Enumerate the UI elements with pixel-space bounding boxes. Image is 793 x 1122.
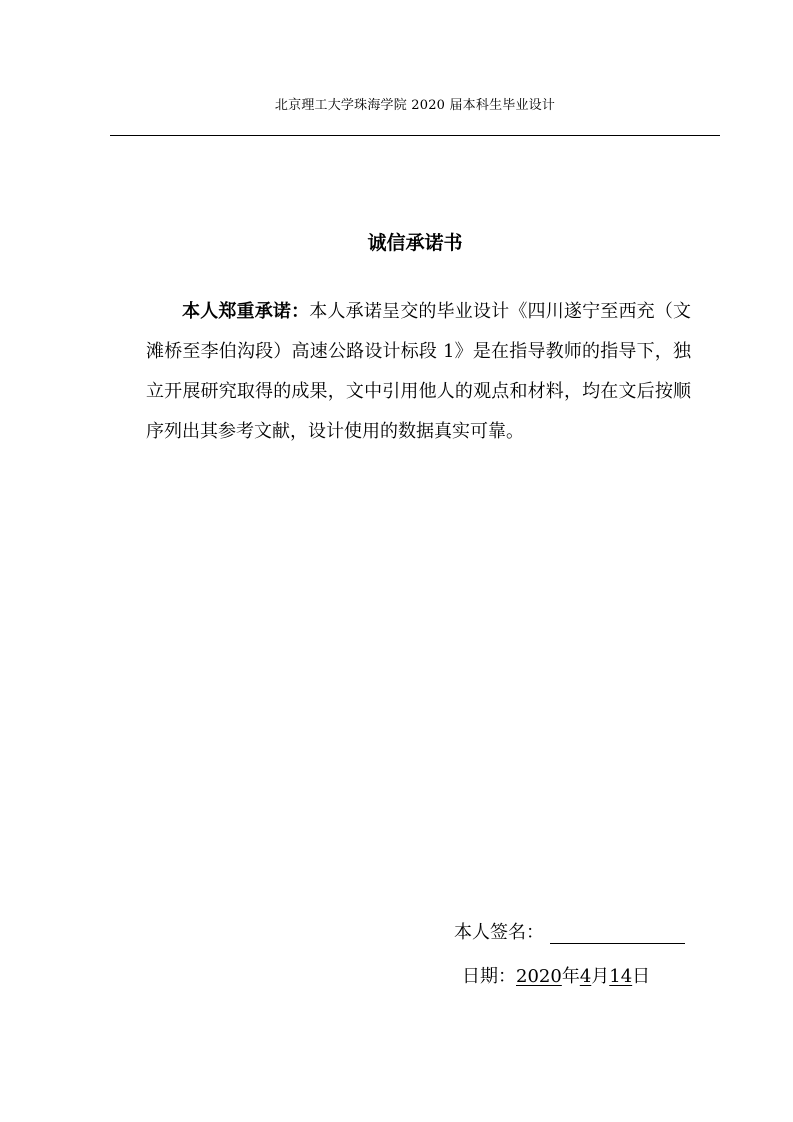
date-month-unit: 月 [591, 966, 610, 987]
page-header: 北京理工大学珠海学院 2020 届本科生毕业设计 [274, 98, 556, 113]
date-row [462, 962, 650, 988]
date-year-unit: 年 [561, 966, 580, 987]
date-day-unit: 日 [632, 966, 651, 987]
document-title: 诚信承诺书 [367, 232, 463, 254]
signature-row [454, 918, 685, 944]
signature-line [550, 921, 685, 944]
date-year: 2020 [516, 966, 562, 987]
header-divider [110, 135, 720, 136]
signature-label: 本人签名： [454, 922, 544, 943]
date-day: 14 [609, 966, 633, 987]
pledge-paragraph [146, 292, 691, 452]
pledge-lead: 本人郑重承诺： [182, 301, 310, 322]
date-label: 日期： [462, 966, 516, 987]
pledge-text: 本人承诺呈交的毕业设计《四川遂宁至西充（文滩桥至李伯沟段）高速公路设计标段 1》是在指导教师的指导下，独立开展研究取得的成果，文中引用他人的观点和材料，均在文后按顺序列出其参考文献，设计使用的数据真实可靠。 [146, 301, 691, 442]
date-month: 4 [579, 966, 592, 987]
